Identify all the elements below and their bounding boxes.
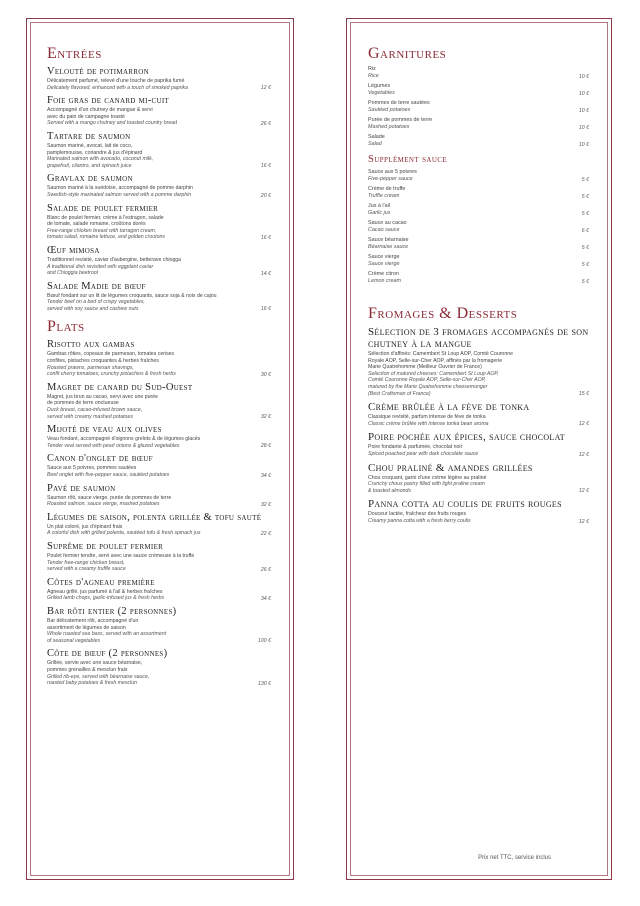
side-price: 10 €	[578, 142, 589, 148]
side-en-block	[368, 141, 589, 148]
dish-description-en: matured by the Marie Quatrehomme cheesemonger	[368, 383, 488, 390]
dish-description-fr: Un plat coloré, jus d'épinard frais	[47, 523, 123, 530]
dish-description-en: Roasted salmon, sauce vierge, mashed potatoes	[47, 501, 160, 508]
side-en-block	[368, 210, 589, 217]
side-en-block	[368, 73, 589, 80]
dish-description-en: Beef onglet with five-pepper sauce, sautéed potatoes	[47, 472, 170, 478]
menu-item	[368, 326, 589, 397]
menu-item	[47, 95, 271, 127]
dish-description-en-block	[47, 228, 271, 241]
side-en-block	[368, 107, 589, 114]
dish-description-en: Grilled lamb chops, garlic-infused jus & fresh herbs	[47, 595, 165, 602]
dish-price: 28 €	[260, 443, 271, 450]
dish-description-fr: Saumon rôti, sauce vierge, purée de pommes de terre	[47, 494, 172, 501]
menu-item	[47, 339, 271, 377]
dish-price: 130 €	[258, 680, 271, 687]
side-en-block	[368, 244, 589, 251]
dish-description-en: Creamy panna cotta with a fresh berry coulis	[368, 517, 471, 524]
dish-name: Panna cotta au coulis de fruits rouges	[368, 498, 562, 511]
side-en-block	[368, 90, 589, 97]
dish-description-en-block	[47, 472, 271, 479]
dish-name: Risotto aux gambas	[47, 339, 135, 351]
dish-description-fr: Accompagné d'un chutney de mangue & servi	[47, 107, 153, 114]
dish-description-en: Swedish-style marinated salmon served with a pomme darphin	[47, 191, 192, 198]
dish-name: Sélection de 3 fromages accompagnés de son chutney à la mangue	[368, 326, 589, 350]
dish-description-en: served with creamy mashed potatoes	[47, 413, 133, 420]
side-item	[368, 220, 589, 234]
dish-description-fr: Douceur lactée, fraîcheur des fruits rouges	[368, 511, 467, 518]
menu-item	[47, 424, 271, 449]
side-price: 5 €	[581, 194, 589, 200]
dish-description-fr: Poulet fermier tendre, servi avec une sauce crémeuse à la truffe	[47, 552, 195, 559]
dish-description-en: and Chioggia beetroot	[47, 270, 99, 277]
dish-description-en: served with a creamy truffle sauce	[47, 566, 126, 573]
dish-description-fr: de tomate, salade romaine, croûtons dorés	[47, 221, 146, 228]
dish-name: Crème brûlée à la fève de tonka	[368, 401, 530, 414]
plats-title: Plats	[47, 318, 85, 336]
dish-name: Gravlax de saumon	[47, 173, 133, 185]
dish-description-en: A colorful dish with grilled polenta, sautéed tofu & fresh spinach jus	[47, 530, 201, 537]
dish-description-en: Grilled rib-eye, served with béarnaise sauce,	[47, 673, 150, 680]
side-name-fr: Légumes	[368, 83, 391, 89]
garnitures-title: Garnitures	[368, 45, 447, 62]
dish-description-en: Crunchy choux pastry filled with light praline cream	[368, 481, 485, 488]
dish-description-fr: avec du pain de campagne toasté	[47, 113, 125, 120]
dish-description-en: Tender beef on a bed of crispy vegetables,	[47, 299, 145, 306]
dish-description-fr: pommes grenailles & mesclun frais	[47, 666, 128, 673]
dish-name: Suprême de poulet fermier	[47, 540, 164, 552]
side-price: 5 €	[581, 279, 589, 285]
dish-description-fr: assortiment de légumes de saison	[47, 624, 126, 631]
dish-description-fr: Chou croquant, garni d'une crème légère au praliné	[368, 474, 487, 481]
desserts-list	[368, 326, 589, 525]
dish-description-en: grapefruit, cilantro, and spinach juice	[47, 162, 132, 169]
side-name-en: Garlic jus	[368, 210, 391, 216]
dish-description-fr: pamplemousse, coriandre & jus d'épinard	[47, 149, 143, 156]
side-name-fr: Sauce au cacao	[368, 220, 407, 226]
dish-description-en: Marinated salmon with avocado, coconut milk,	[47, 156, 154, 163]
dish-name: Foie gras de canard mi-cuit	[47, 95, 170, 107]
side-name-en: Rice	[368, 73, 379, 79]
side-item	[368, 134, 589, 148]
right-menu-panel	[346, 18, 612, 880]
dish-description-en: confit cherry tomatoes, crunchy pistachios & fresh herbs	[47, 371, 176, 378]
side-item	[368, 237, 589, 251]
side-en-block	[368, 278, 589, 285]
dish-name: Salade de poulet fermier	[47, 202, 159, 214]
dish-description-en-block	[47, 192, 271, 199]
dish-name: Poire pochée aux épices, sauce chocolat	[368, 431, 565, 444]
dish-name: Magret de canard du Sud-Ouest	[47, 381, 193, 393]
dish-description-en: Duck breast, cacao-infused brown sauce,	[47, 407, 143, 414]
side-price: 5 €	[581, 211, 589, 217]
side-item	[368, 271, 589, 285]
menu-item	[47, 512, 271, 537]
dish-price: 22 €	[260, 530, 271, 537]
dish-description-en-block	[47, 365, 271, 378]
dish-name: Côtes d'agneau première	[47, 576, 155, 588]
dish-name: Bar rôti entier (2 personnes)	[47, 605, 177, 617]
dish-price: 26 €	[260, 566, 271, 573]
dish-price: 20 €	[260, 192, 271, 199]
side-name-fr: Sauce béarnaise	[368, 237, 409, 243]
side-name-fr: Crème citron	[368, 271, 399, 277]
dish-name: Côte de bœuf (2 personnes)	[47, 648, 168, 660]
side-en-block	[368, 176, 589, 183]
dish-name: Œuf mimosa	[47, 244, 100, 256]
menu-item	[47, 382, 271, 420]
side-name-en: Salad	[368, 141, 382, 147]
side-price: 10 €	[578, 108, 589, 114]
side-en-block	[368, 227, 589, 234]
supplement-list	[368, 169, 589, 285]
dish-price: 16 €	[260, 234, 271, 241]
dish-description-fr: Saumon mariné à la suédoise, accompagné de pomme darphin	[47, 185, 193, 192]
side-name-fr: Salade	[368, 134, 385, 140]
dish-description-en-block	[47, 443, 271, 450]
dish-description-fr: Bar délicatement rôti, accompagné d'un	[47, 617, 139, 624]
menu-item	[368, 498, 589, 524]
dish-price: 34 €	[260, 472, 271, 479]
dish-description-en-block	[368, 421, 589, 428]
side-name-en: Sauce vierge	[368, 261, 400, 267]
side-name-en: Béarnaise sauce	[368, 244, 409, 250]
plats-list	[47, 339, 271, 686]
side-price: 10 €	[578, 125, 589, 131]
dish-description-en: Free-range chicken breast with tarragon cream,	[47, 227, 157, 234]
dish-description-en-block	[368, 451, 589, 458]
side-item	[368, 117, 589, 131]
dish-description-en-block	[47, 264, 271, 277]
dish-description-en: of seasonal vegetables	[47, 637, 101, 644]
side-name-en: Cacao sauce	[368, 227, 400, 233]
menu-item	[47, 203, 271, 241]
menu-item	[47, 606, 271, 644]
dish-description-en: Tender veal served with pearl onions & glazed vegetables	[47, 442, 180, 449]
side-name-fr: Sauce aux 5 poivres	[368, 169, 417, 175]
dish-description-fr: Royale AOP, Selle-sur-Cher AOP, affinés par la fromagerie	[368, 357, 503, 364]
side-name-fr: Sauce vierge	[368, 254, 400, 260]
dish-description-en: Delicately flavored, enhanced with a touch of smoked paprika	[47, 84, 189, 91]
dish-description-fr: Saumon mariné, avocat, lait de coco,	[47, 142, 133, 149]
side-item	[368, 100, 589, 114]
dish-description-en: & toasted almonds	[368, 487, 411, 494]
side-name-en: Mashed potatoes	[368, 124, 410, 130]
dish-description-en-block	[47, 501, 271, 508]
dish-description-fr: Délicatement parfumé, relevé d'une touche de paprika fumé	[47, 78, 185, 84]
menu-item	[47, 577, 271, 602]
desserts-title: Fromages & Desserts	[368, 305, 518, 322]
dish-price: 14 €	[260, 270, 271, 277]
side-name-en: Five-pepper sauce	[368, 176, 413, 182]
dish-description-fr: Blanc de poulet fermier, crème à l'estragon, salade	[47, 214, 164, 221]
side-name-en: Lemon cream	[368, 278, 401, 284]
side-en-block	[368, 193, 589, 200]
side-name-fr: Crème de truffe	[368, 186, 406, 192]
menu-item	[47, 648, 271, 686]
menu-item	[47, 131, 271, 169]
side-en-block	[368, 261, 589, 268]
dish-description-fr: Gambas rôties, copeaux de parmesan, tomates cerises	[47, 351, 175, 358]
side-name-fr: Purée de pommes de terre	[368, 117, 433, 123]
dish-price: 12 €	[578, 421, 589, 428]
menu-item	[47, 483, 271, 508]
left-menu-panel	[26, 18, 294, 880]
dish-price: 12 €	[578, 451, 589, 458]
side-price: 5 €	[581, 177, 589, 183]
side-en-block	[368, 124, 589, 131]
menu-item	[368, 401, 589, 427]
dish-description-en-block	[47, 156, 271, 169]
dish-price: 34 €	[260, 595, 271, 602]
dish-price: 32 €	[260, 414, 271, 421]
dish-description-en-block	[368, 481, 589, 494]
dish-name: Pavé de saumon	[47, 482, 116, 494]
side-price: 5 €	[581, 245, 589, 251]
dish-name: Velouté de potimarron	[47, 66, 149, 77]
dish-description-en-block	[47, 560, 271, 573]
garnitures-list	[368, 66, 589, 148]
dish-description-fr: Grillée, servie avec une sauce béarnaise,	[47, 660, 143, 667]
dish-price: 30 €	[260, 371, 271, 378]
dish-description-fr: Marie Quatrehomme (Meilleur Ouvrier de France)	[368, 364, 482, 371]
menu-item	[368, 462, 589, 495]
dish-description-en: served with soy sauce and cashew nuts	[47, 305, 139, 312]
dish-price: 12 €	[578, 488, 589, 495]
dish-description-en: roasted baby potatoes & fresh mesclun	[47, 680, 137, 687]
side-item	[368, 186, 589, 200]
dish-description-fr: Classique revisité, parfum intense de fève de tonka	[368, 414, 486, 421]
side-name-en: Truffle cream	[368, 193, 400, 199]
dish-price: 12 €	[260, 85, 271, 92]
dish-name: Mijoté de veau aux olives	[47, 424, 162, 436]
dish-description-en: A traditional dish revisited with eggplant caviar	[47, 263, 154, 270]
menu-item	[47, 453, 271, 478]
dish-description-en-block	[47, 530, 271, 537]
dish-description-en: (Best Craftsman of France)	[368, 390, 431, 397]
dish-description-en-block	[47, 299, 271, 312]
dish-name: Salade Madie de bœuf	[47, 280, 146, 292]
dish-description-en-block	[47, 407, 271, 420]
side-item	[368, 83, 589, 97]
dish-price: 16 €	[260, 163, 271, 170]
dish-description-en: Spiced poached pear with dark chocolate sauce	[368, 450, 479, 457]
entrees-list	[47, 66, 271, 312]
menu-item	[47, 173, 271, 198]
dish-price: 26 €	[260, 120, 271, 127]
dish-description-fr: de pommes de terre onctueuse	[47, 400, 119, 407]
dish-description-fr: Agneau grillé, jus parfumé à l'ail & herbes fraîches	[47, 588, 163, 595]
dish-price: 16 €	[260, 306, 271, 313]
side-price: 10 €	[578, 91, 589, 97]
dish-description-en: Selection of matured cheeses: Camembert St Loup AOP,	[368, 370, 499, 377]
dish-price: 32 €	[260, 501, 271, 508]
dish-description-fr: Poire fondante & parfumée, chocolat noir	[368, 444, 463, 451]
dish-name: Légumes de saison, polenta grillée & tofu sauté	[47, 511, 262, 523]
side-item	[368, 66, 589, 80]
menu-item	[47, 245, 271, 277]
side-item	[368, 254, 589, 268]
side-name-fr: Riz	[368, 66, 376, 72]
menu-item	[368, 431, 589, 457]
dish-name: Tartare de saumon	[47, 130, 131, 142]
dish-description-fr: Sélection d'affinés: Camembert St Loup AOP, Comté Couronne	[368, 351, 513, 357]
entrees-title: Entrées	[47, 45, 102, 62]
menu-item	[47, 541, 271, 573]
side-item	[368, 169, 589, 183]
dish-description-en: Roasted prawns, parmesan shavings,	[47, 364, 134, 371]
dish-name: Canon d'onglet de bœuf	[47, 453, 153, 465]
side-price: 10 €	[578, 74, 589, 80]
dish-description-en-block	[47, 85, 271, 92]
side-price: 5 €	[581, 262, 589, 268]
dish-description-fr: Magret, jus brun au cacao, servi avec une purée	[47, 393, 159, 400]
dish-price: 12 €	[578, 518, 589, 525]
dish-description-en-block	[47, 120, 271, 127]
dish-description-en-block	[47, 595, 271, 602]
menu-item	[47, 281, 271, 313]
dish-price: 100 €	[258, 638, 271, 645]
dish-name: Chou praliné & amandes grillées	[368, 461, 533, 474]
dish-description-en: Served with a mango chutney and toasted country bread	[47, 120, 178, 127]
side-price: 6 €	[581, 228, 589, 234]
dish-description-fr: Veau fondant, accompagné d'oignons grelots & de légumes glacés	[47, 436, 201, 443]
dish-price: 15 €	[578, 391, 589, 398]
dish-description-en-block	[47, 674, 271, 687]
dish-description-en: Classic crème brûlée with intense tonka bean aroma	[368, 420, 489, 427]
supplement-title: Supplément sauce	[368, 154, 448, 165]
side-name-en: Sautéed potatoes	[368, 107, 411, 113]
dish-description-en: tomato salad, romaine lettuce, and golden croutons	[47, 234, 165, 241]
dish-description-en: Comté Couronne Royale AOP, Selle-sur-Cher AOP,	[368, 377, 486, 384]
dish-description-fr: Sauce aux 5 poivres, pommes sautées	[47, 465, 137, 472]
menu-item	[47, 66, 271, 91]
dish-description-fr: Bœuf fondant sur un lit de légumes croquants, sauce soja & noix de cajou	[47, 292, 217, 299]
dish-description-fr: confites, pistaches croquantes & herbes fraîches	[47, 358, 159, 365]
dish-description-en-block	[368, 518, 589, 525]
side-name-fr: Jus à l'ail	[368, 203, 391, 209]
footer-note: Prix net TTC, service inclus	[478, 855, 551, 861]
dish-description-fr: Traditionnel revisité, caviar d'aubergine, betterave chiogga	[47, 256, 182, 263]
dish-description-en: Tender free-range chicken breast,	[47, 559, 125, 566]
dish-description-en: Whole roasted sea bass, served with an assortment	[47, 631, 167, 638]
side-name-en: Vegetables	[368, 90, 395, 96]
side-name-fr: Pommes de terre sautées	[368, 100, 430, 106]
side-item	[368, 203, 589, 217]
dish-description-en-block	[368, 371, 589, 397]
dish-description-en-block	[47, 631, 271, 644]
